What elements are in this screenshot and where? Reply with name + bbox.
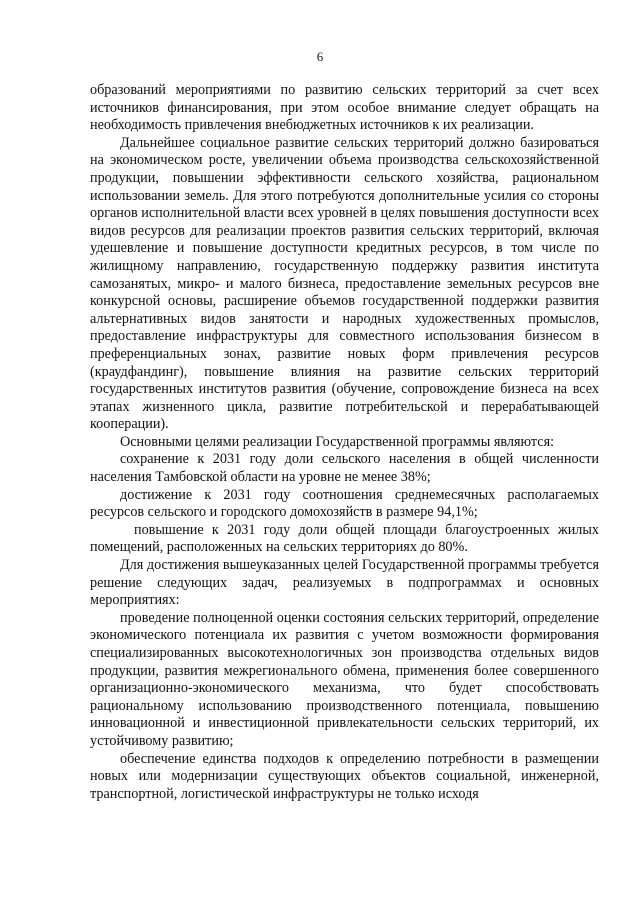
paragraph-task-assessment: проведение полноценной оценки состояния сельских территорий, определение экономического потенциала их развития с учетом возможности формирования специализированных высокотехнологичных зон производства отдельных видов продукции, развития межрегионального обмена, применения более совершенного организационно-экономического механизма, что будет способствовать рациональному использованию производственного потенциала, повышению инновационной и инвестиционной привлекательности сельских территорий, их устойчивому развитию; — [90, 609, 599, 749]
paragraph-task-unified-approach: обеспечение единства подходов к определению потребности в размещении новых или модернизации существующих объектов социальной, инженерной, транспортной, логистической инфраструктуры не только исходя — [90, 750, 599, 802]
paragraph-goal-household-resources: достижение к 2031 году соотношения среднемесячных располагаемых ресурсов сельского и городского домохозяйств в размере 94,1%; — [90, 486, 599, 521]
paragraph-social-development: Дальнейшее социальное развитие сельских территорий должно базироваться на экономическом росте, увеличении объема производства сельскохозяйственной продукции, повышении эффективности сельского хозяйства, рациональном использовании земель. Для этого потребуются дополнительные усилия со стороны органов исполнительной власти всех уровней в целях повышения доступности всех видов ресурсов для реализации проектов развития сельских территорий, включая удешевление и повышение доступности кредитных ресурсов, в том числе по жилищному направлению, государственную поддержку развития института самозанятых, микро- и малого бизнеса, предоставление земельных ресурсов вне конкурсной основы, расширение объемов государственной поддержки развития альтернативных видов занятости и народных художественных промыслов, предоставление инфраструктуры для совместного использования бизнесом в преференциальных зонах, развитие новых форм привлечения ресурсов (краудфандинг), повышение влияния на развитие сельских территорий государственных институтов развития (обучение, сопровождение бизнеса на всех этапах жизненного цикла, развитие потребительской и перерабатывающей кооперации). — [90, 134, 599, 433]
paragraph-continuation: образований мероприятиями по развитию сельских территорий за счет всех источников финансирования, при этом особое внимание следует обращать на необходимость привлечения внебюджетных источников к их реализации. — [90, 82, 599, 134]
paragraph-tasks-intro: Для достижения вышеуказанных целей Государственной программы требуется решение следующих задач, реализуемых в подпрограммах и основных мероприятиях: — [90, 557, 599, 609]
paragraph-goal-housing: повышение к 2031 году доли общей площади благоустроенных жилых помещений, расположенных на сельских территориях до 80%. — [90, 521, 599, 556]
document-body — [90, 82, 599, 803]
page-number: 6 — [316, 49, 324, 64]
paragraph-program-goals-intro: Основными целями реализации Государственной программы являются: — [120, 433, 555, 450]
paragraph-goal-rural-population: сохранение к 2031 году доли сельского населения в общей численности населения Тамбовской области на уровне не менее 38%; — [90, 451, 599, 486]
